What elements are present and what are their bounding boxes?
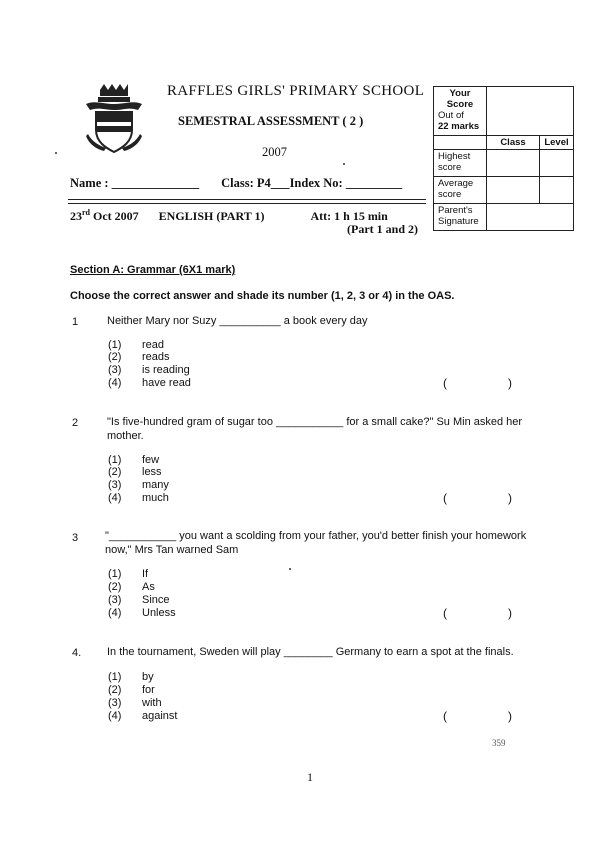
highest-score-label: Highest score (434, 150, 487, 177)
school-name: RAFFLES GIRLS' PRIMARY SCHOOL (167, 83, 425, 99)
option-text: reads (142, 351, 170, 363)
option-number: (4) (108, 710, 122, 722)
option-text: Since (142, 594, 170, 606)
option-text: with (142, 697, 162, 709)
exam-parts: (Part 1 and 2) (347, 222, 418, 236)
option-number: (4) (108, 492, 122, 504)
question-text: "___________ you want a scolding from your father, you'd better finish your homework (105, 530, 527, 542)
answer-bracket-open: ( (443, 376, 447, 390)
option-number: (4) (108, 377, 122, 389)
header-divider (68, 203, 426, 204)
answer-bracket-close: ) (508, 606, 512, 620)
option-text: Unless (142, 607, 176, 619)
section-title: Section A: Grammar (6X1 mark) (70, 264, 236, 276)
page-number: 1 (307, 770, 313, 784)
answer-bracket-open: ( (443, 606, 447, 620)
your-score-cell: Your Score Out of 22 marks (434, 87, 487, 136)
name-field: Name : ______________ (70, 176, 200, 190)
exam-subject: ENGLISH (PART 1) (158, 209, 265, 223)
answer-bracket-open: ( (443, 491, 447, 505)
answer-bracket-close: ) (508, 491, 512, 505)
scan-speck (343, 163, 345, 165)
question-text: Neither Mary nor Suzy __________ a book every day (107, 315, 368, 327)
exam-details-row (70, 208, 388, 224)
parent-signature-label: Parent's Signature (434, 204, 487, 231)
answer-bracket-close: ) (508, 709, 512, 723)
answer-bracket-close: ) (508, 376, 512, 390)
question-number: 4. (72, 647, 82, 659)
option-number: (2) (108, 581, 122, 593)
assessment-year: 2007 (262, 145, 287, 159)
student-info-row (70, 176, 402, 191)
option-number: (3) (108, 697, 122, 709)
score-table (433, 86, 574, 231)
school-crest-logo (84, 84, 144, 154)
index-field: Index No: _________ (289, 176, 403, 190)
option-text: As (142, 581, 155, 593)
option-number: (1) (108, 671, 122, 683)
option-text: If (142, 568, 149, 580)
your-score-entry (487, 87, 574, 136)
option-text: for (142, 684, 155, 696)
question-text: In the tournament, Sweden will play ________ Germany to earn a spot at the finals. (107, 646, 514, 658)
option-number: (4) (108, 607, 122, 619)
option-text: have read (142, 377, 191, 389)
option-text: few (142, 454, 160, 466)
option-number: (3) (108, 479, 122, 491)
option-number: (2) (108, 351, 122, 363)
option-text: many (142, 479, 169, 491)
question-text-continued: now," Mrs Tan warned Sam (105, 544, 239, 556)
question-number: 1 (72, 316, 79, 328)
option-number: (1) (108, 454, 122, 466)
option-text: less (142, 466, 162, 478)
page-stamp: 359 (492, 738, 506, 748)
scan-speck (55, 152, 57, 154)
question-number: 2 (72, 417, 79, 429)
average-score-label: Average score (434, 177, 487, 204)
question-number: 3 (72, 532, 79, 544)
option-number: (3) (108, 594, 122, 606)
section-instruction: Choose the correct answer and shade its number (1, 2, 3 or 4) in the OAS. (70, 290, 455, 302)
option-number: (1) (108, 339, 122, 351)
class-column-header: Class (487, 136, 540, 150)
class-field: Class: P4___ (221, 176, 290, 190)
option-text: read (142, 339, 165, 351)
exam-date: 23rd Oct 2007 (70, 208, 139, 223)
option-text: is reading (142, 364, 190, 376)
option-number: (3) (108, 364, 122, 376)
header-divider (68, 199, 426, 200)
scan-speck (289, 568, 291, 570)
parent-signature-entry (487, 204, 574, 231)
option-text: by (142, 671, 154, 683)
level-column-header: Level (540, 136, 574, 150)
answer-bracket-open: ( (443, 709, 447, 723)
exam-duration: Att: 1 h 15 min (310, 209, 388, 223)
option-text: much (142, 492, 169, 504)
option-text: against (142, 710, 178, 722)
option-number: (1) (108, 568, 122, 580)
option-number: (2) (108, 684, 122, 696)
question-text-continued: mother. (107, 430, 144, 442)
question-text: "Is five-hundred gram of sugar too ___________ for a small cake?" Su Min asked her (107, 416, 523, 428)
option-number: (2) (108, 466, 122, 478)
assessment-title: SEMESTRAL ASSESSMENT ( 2 ) (178, 114, 364, 128)
